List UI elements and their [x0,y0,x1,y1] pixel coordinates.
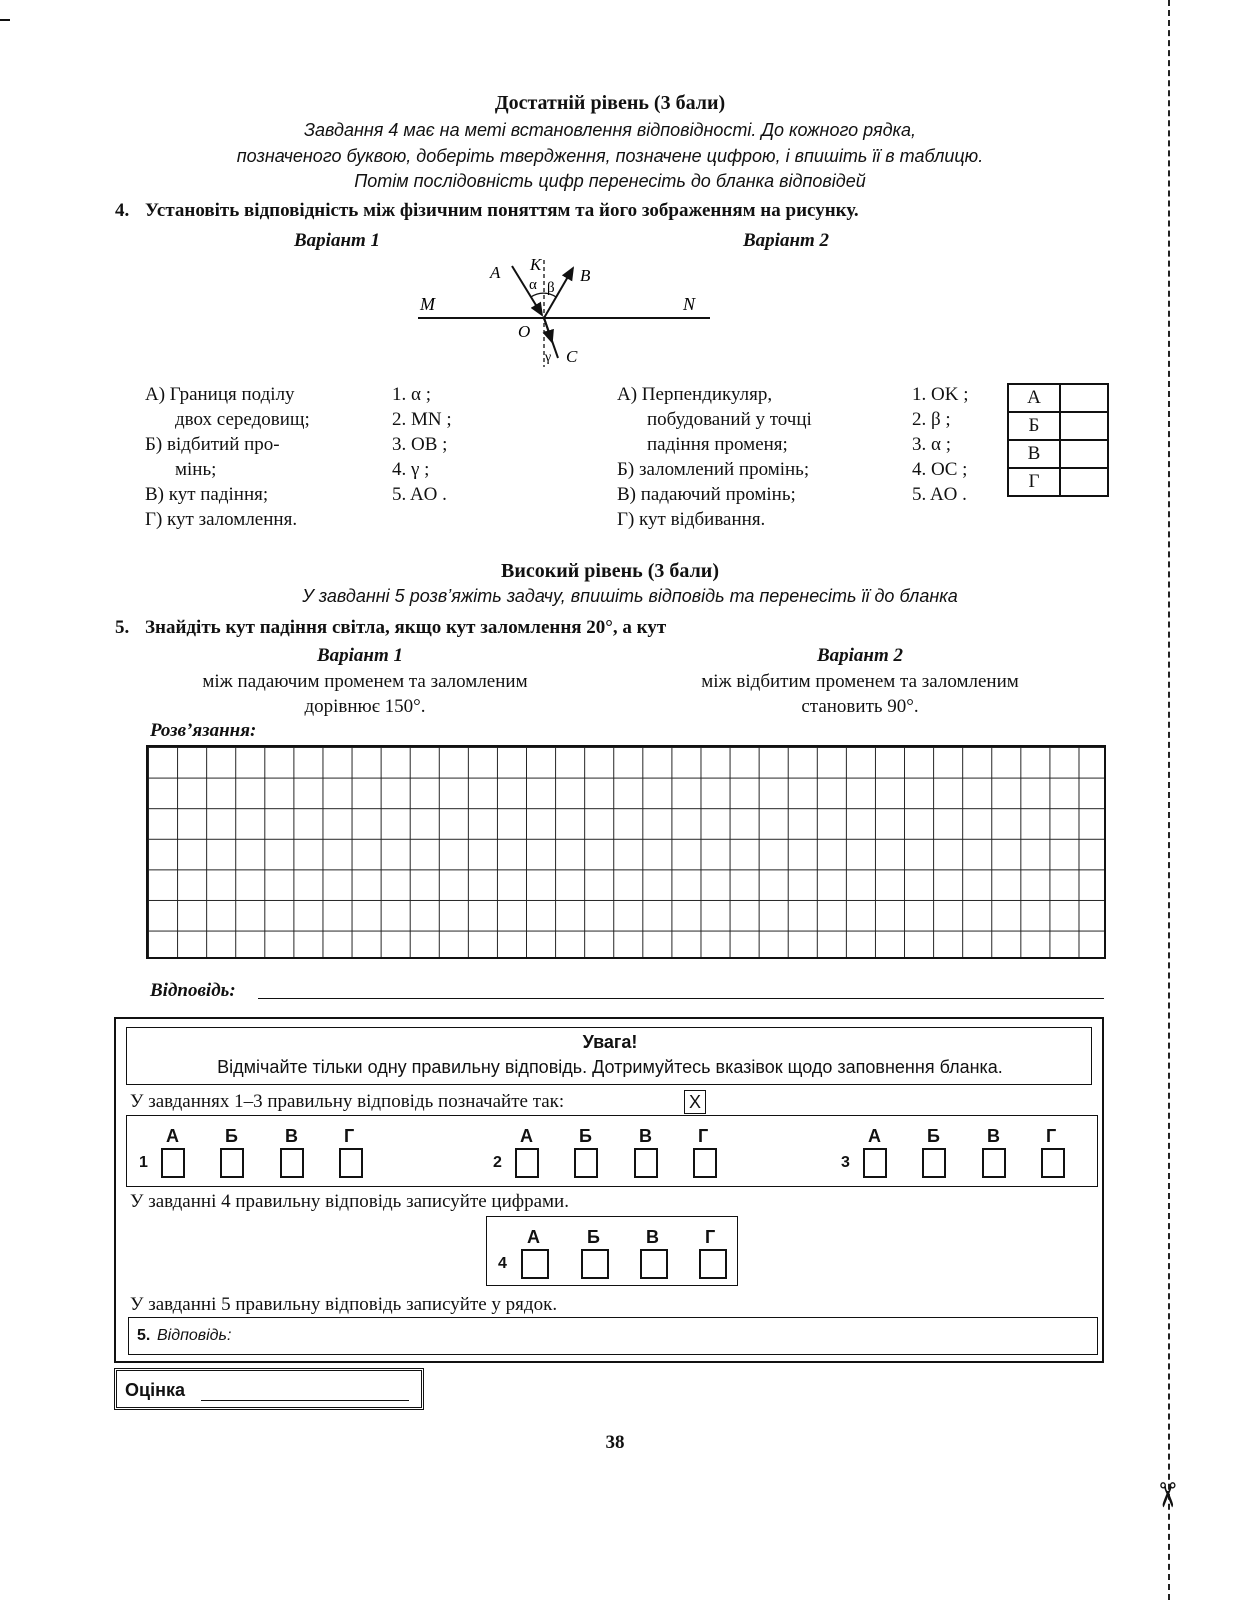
answer-cell[interactable] [1060,440,1108,468]
answer-row-label: В [1008,440,1060,468]
v1-choice-2: 2. MN ; [392,409,452,430]
q4-box-a[interactable] [521,1249,549,1279]
answer-cell[interactable] [1060,412,1108,440]
q2-checkbox-g[interactable] [693,1148,717,1178]
label-gamma: γ [545,350,552,365]
q1-checkbox-v[interactable] [280,1148,304,1178]
q4-box-g[interactable] [699,1249,727,1279]
answer-cell[interactable] [1060,384,1108,412]
answer-line[interactable] [258,997,1104,999]
label-k: K [530,255,542,274]
task4-answer-box [486,1216,738,1286]
q3-checkbox-v[interactable] [982,1148,1006,1178]
q1-letter-g: Г [344,1126,355,1146]
q4-letter-a: А [527,1227,540,1247]
label-alpha: α [529,277,537,293]
q4-letter-b: Б [587,1227,600,1247]
q4-letter-g: Г [705,1227,716,1247]
q3-letter-v: В [987,1126,1000,1146]
instruction-line-2: позначеного буквою, доберіть твердження, позначене цифрою, і впишіть її в таблицю. [236,146,984,166]
answer-form [114,1017,1104,1363]
high-level-instruction: У завданні 5 розв’яжіть задачу, впишіть відповідь та перенесіть її до бланка [302,586,958,606]
label-beta: β [547,280,555,296]
angle-arc-gamma [544,331,549,332]
label-o: O [518,322,531,341]
v2-left-options [617,382,812,532]
v2-choice-4: 4. OC ; [912,459,968,480]
task5-variant2-label: Варіант 2 [816,645,904,666]
answer-row [1008,440,1108,468]
answer-label: Відповідь: [150,980,236,1001]
q1-checkbox-g[interactable] [339,1148,363,1178]
task5-field-number: 5. [137,1327,151,1344]
q3-number: 3 [841,1154,850,1171]
v1-option-b2: мінь; [175,459,217,480]
refracted-ray-arrow [544,318,552,342]
v1-choice-3: 3. OB ; [392,434,448,455]
q3-letter-b: Б [927,1126,940,1146]
q3-checkbox-b[interactable] [922,1148,946,1178]
q2-letter-g: Г [698,1126,709,1146]
v1-option-v: В) кут падіння; [145,484,269,505]
sufficient-level-title: Достатній рівень (3 бали) [494,92,726,114]
q3-checkbox-a[interactable] [863,1148,887,1178]
task4-variant1-label: Варіант 1 [294,230,381,251]
q2-number: 2 [493,1154,502,1171]
task5-variant1-label: Варіант 1 [316,645,404,666]
task4-text: Установіть відповідність між фізичним поняттям та його зображенням на рисунку. [145,200,859,221]
refraction-diagram [410,252,710,377]
attention-title: Увага! [582,1032,638,1052]
v2-right-options [912,382,968,507]
task5-v2-condition-1: між відбитим променем та заломленим [701,671,1019,692]
q2-letter-a: А [520,1126,533,1146]
tasks13-instruction: У завданнях 1–3 правильну відповідь позначайте так: [130,1091,565,1112]
attention-box [126,1027,1092,1085]
task5-text: Знайдіть кут падіння світла, якщо кут заломлення 20°, а кут [145,617,667,638]
task4-variant2-label: Варіант 2 [743,230,830,251]
task5-answer-field[interactable] [128,1317,1098,1355]
q4-number: 4 [498,1255,507,1272]
solution-label: Розв’язання: [150,720,257,741]
answer-row-label: А [1008,384,1060,412]
v2-choice-1: 1. OK ; [912,384,969,405]
label-a: A [490,263,501,282]
v2-option-a1: А) Перпендикуляр, [617,384,773,405]
page-number: 38 [605,1432,625,1453]
q3-letter-a: А [868,1126,881,1146]
v1-left-options [145,382,310,532]
q2-checkbox-v[interactable] [634,1148,658,1178]
q4-letter-v: В [646,1227,659,1247]
v2-option-v: В) падаючий промінь; [617,484,796,505]
solution-grid[interactable] [146,745,1106,959]
task5-number: 5. [115,617,130,638]
task5-v2-condition-2: становить 90°. [801,696,919,717]
task4-answer-table [1007,383,1109,497]
q1-letter-a: А [166,1126,179,1146]
grade-label: Оцінка [125,1380,185,1400]
answer-row [1008,468,1108,496]
label-n: N [683,294,696,314]
task5-instruction: У завданні 5 правильну відповідь записуйте у рядок. [130,1294,558,1315]
task4-instruction: У завданні 4 правильну відповідь записуйте цифрами. [130,1191,569,1212]
v2-choice-3: 3. α ; [912,434,951,455]
v1-option-a2: двох середовищ; [175,409,310,430]
label-m: M [420,294,435,314]
cut-line [1168,0,1170,1600]
answer-row-label: Г [1008,468,1060,496]
label-c: C [566,347,578,366]
grade-line[interactable] [201,1400,409,1401]
v2-option-b: Б) заломлений промінь; [617,459,810,480]
q2-letter-v: В [639,1126,652,1146]
q3-letter-g: Г [1046,1126,1057,1146]
v1-option-g: Г) кут заломлення. [145,509,298,530]
q4-box-b[interactable] [581,1249,609,1279]
instruction-line-1: Завдання 4 має на меті встановлення відповідності. До кожного рядка, [303,120,917,140]
answer-row-label: Б [1008,412,1060,440]
attention-text: Відмічайте тільки одну правильну відповідь. Дотримуйтесь вказівок щодо заповнення бланка. [217,1057,1003,1077]
q1-letter-v: В [285,1126,298,1146]
v1-choice-1: 1. α ; [392,384,431,405]
v2-option-a3: падіння променя; [647,434,788,455]
q1-checkbox-a[interactable] [161,1148,185,1178]
q3-checkbox-g[interactable] [1041,1148,1065,1178]
task5-v1-condition-2: дорівнює 150°. [304,696,426,717]
q2-checkbox-a[interactable] [515,1148,539,1178]
example-mark-box: X [684,1090,706,1114]
answer-row [1008,412,1108,440]
v2-option-g: Г) кут відбивання. [617,509,766,530]
q2-checkbox-b[interactable] [574,1148,598,1178]
v2-choice-2: 2. β ; [912,409,951,430]
corner-mark [0,19,10,21]
instruction-line-3: Потім послідовність цифр перенесіть до бланка відповідей [354,171,866,191]
v1-right-options [392,382,452,507]
v2-choice-5: 5. AO . [912,484,967,505]
q1-checkbox-b[interactable] [220,1148,244,1178]
v1-choice-5: 5. AO . [392,484,447,505]
answer-cell[interactable] [1060,468,1108,496]
grade-box [114,1368,424,1410]
scissors-icon: ✂ [1146,1480,1187,1510]
v1-option-b1: Б) відбитий про- [145,434,280,455]
q4-box-v[interactable] [640,1249,668,1279]
q1-number: 1 [139,1154,148,1171]
v2-option-a2: побудований у точці [647,409,812,430]
v1-option-a1: А) Границя поділу [145,384,295,405]
q1-letter-b: Б [225,1126,238,1146]
v1-choice-4: 4. γ ; [392,459,430,480]
high-level-title: Високий рівень (3 бали) [500,560,719,582]
label-b: B [580,266,591,285]
task5-field-label: Відповідь: [157,1327,232,1344]
task5-v1-condition-1: між падаючим променем та заломленим [202,671,528,692]
task4-number: 4. [115,200,130,221]
q2-letter-b: Б [579,1126,592,1146]
tasks13-answer-box [126,1115,1098,1187]
answer-row [1008,384,1108,412]
